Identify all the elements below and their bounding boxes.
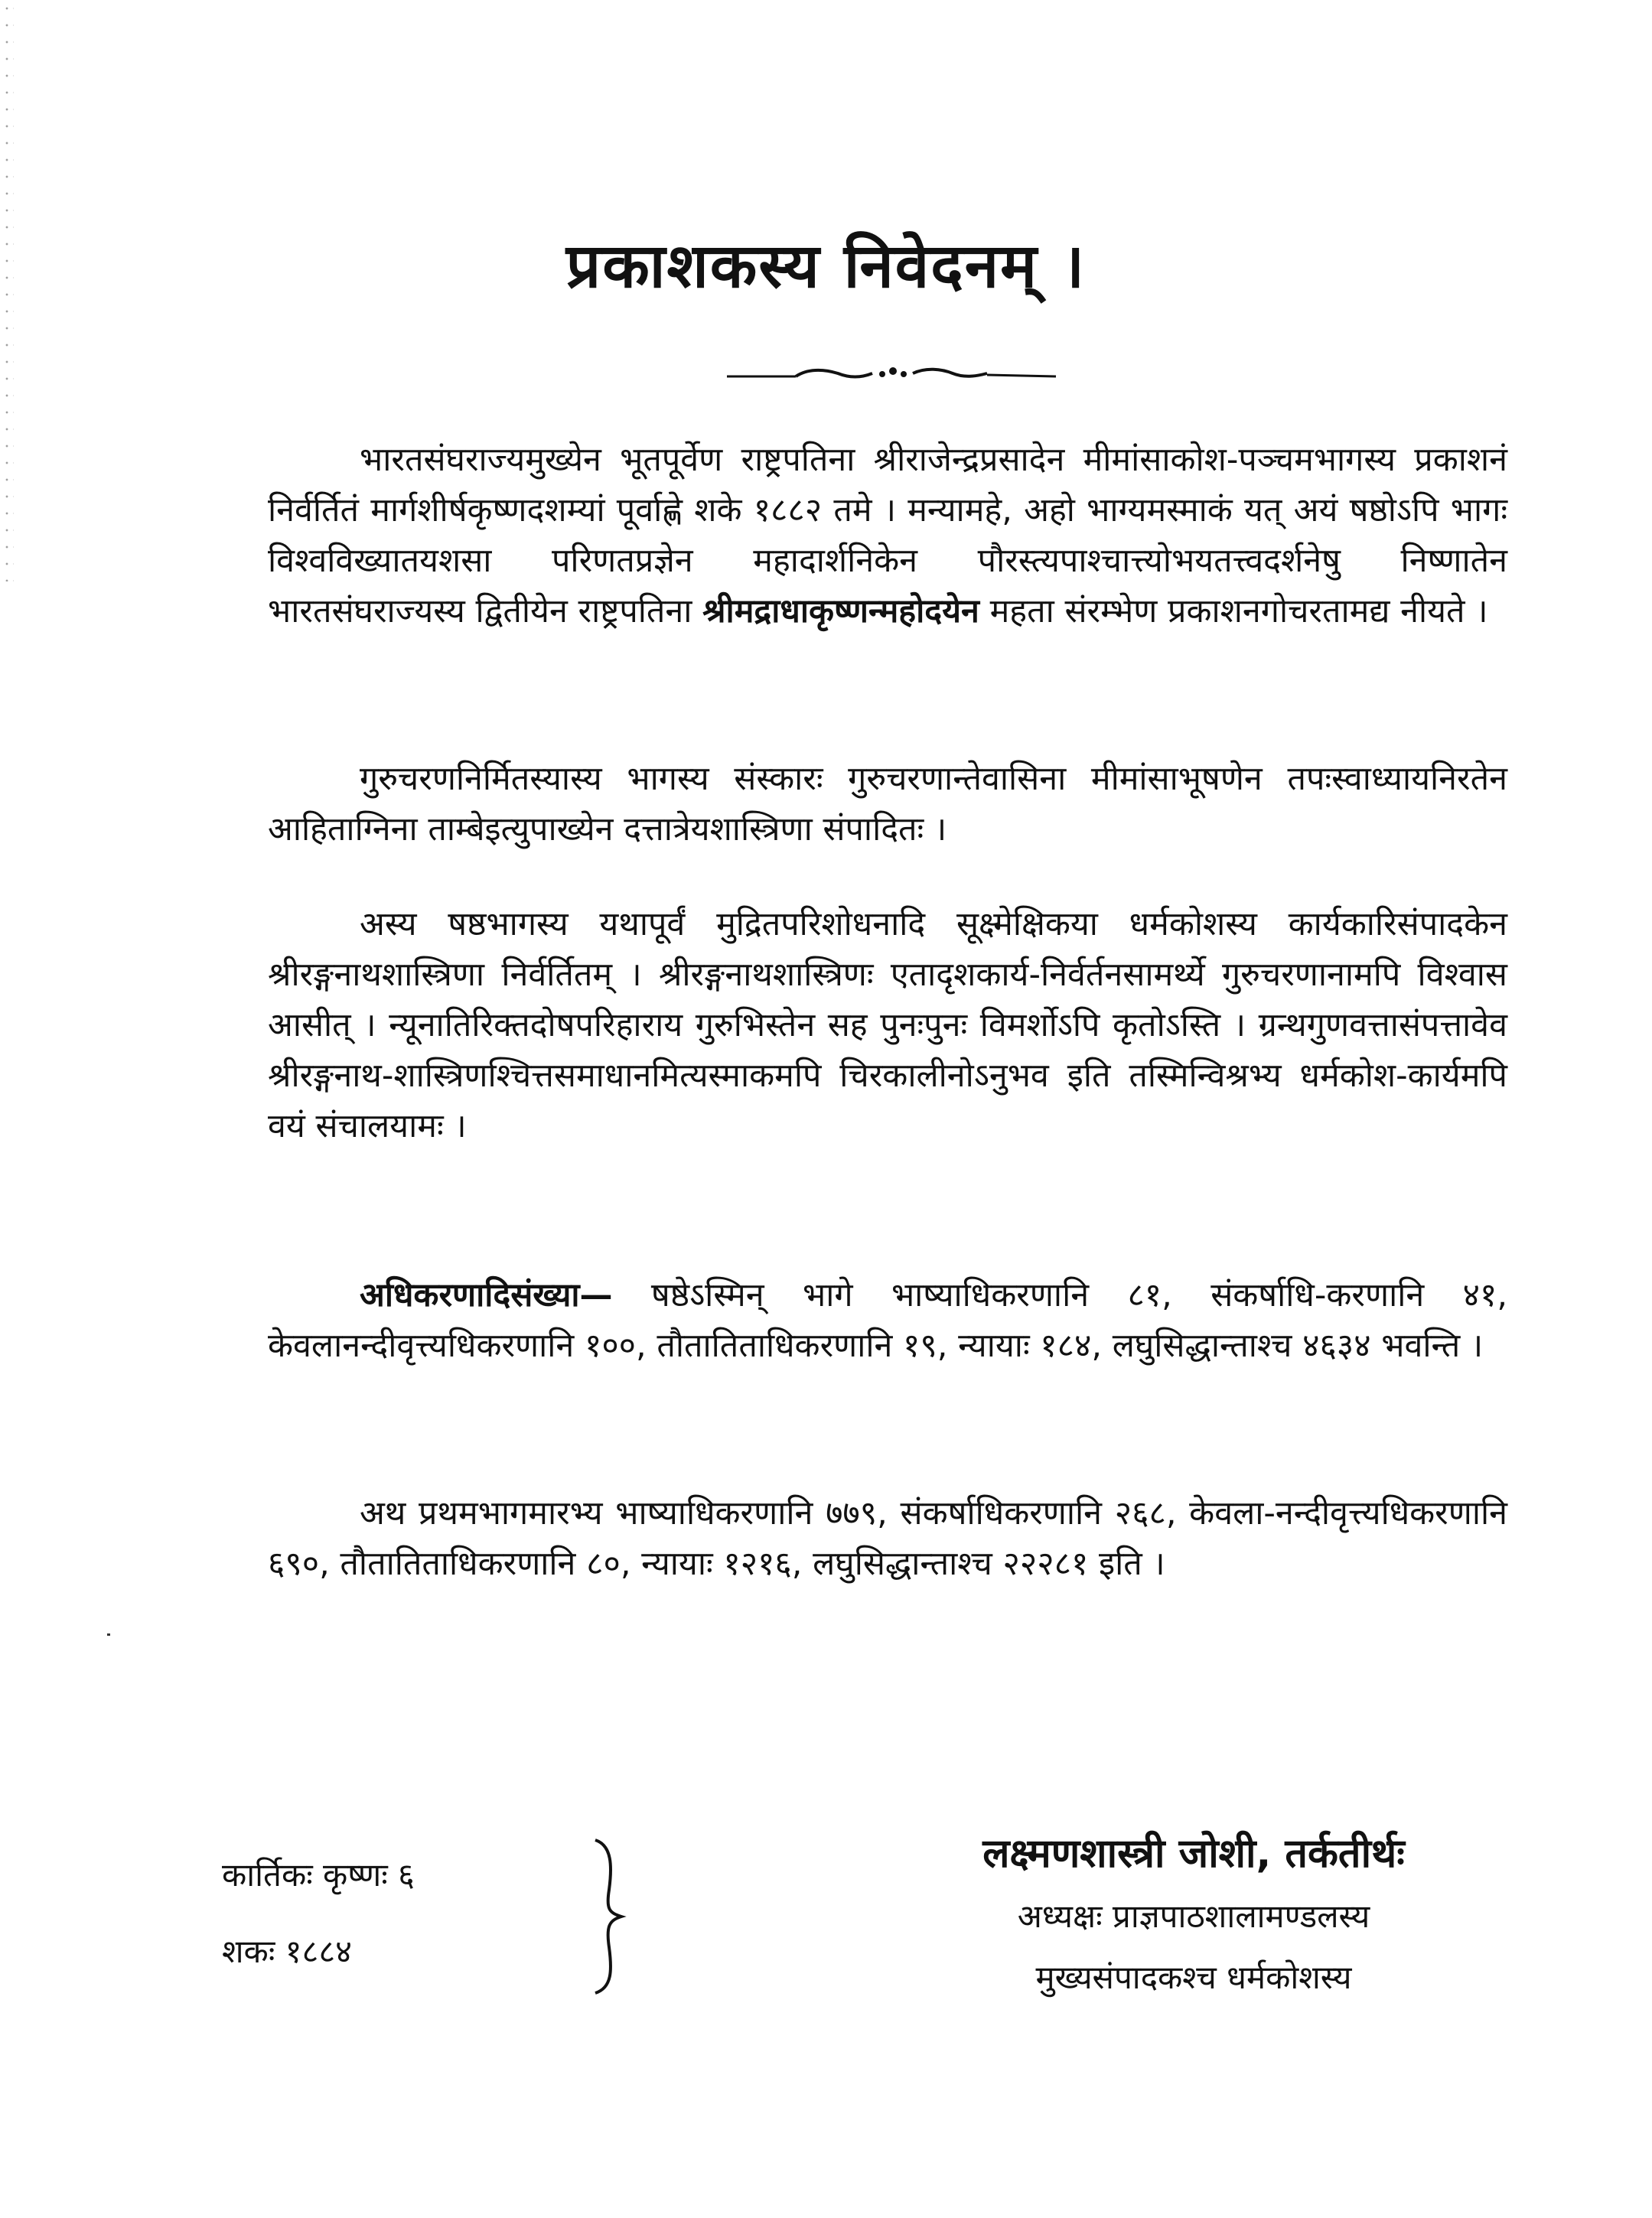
- paragraph-tail: महता संरम्भेण प्रकाशनगोचरतामद्य नीयते ।: [989, 592, 1488, 630]
- paragraph-editor: [268, 754, 1507, 855]
- paragraph-text: गुरुचरणनिर्मितस्यास्य भागस्य संस्कारः गुरुचरणान्तेवासिना मीमांसाभूषणेन तपःस्वाध्यायनिरतेन आहिताग्निना ताम्बेइत्युपाख्येन दत्तात्रेयशास्त्रिणा संपादितः ।: [268, 760, 1507, 848]
- paragraph-counts: [268, 1270, 1507, 1371]
- president-name: श्रीमद्राधाकृष्णन्महोदयेन: [702, 592, 979, 630]
- date-month: कार्तिकः कृष्णः ६: [222, 1856, 415, 1894]
- signatory-name: लक्ष्मणशास्त्री जोशी, तर्कतीर्थः: [982, 1831, 1405, 1877]
- paragraph-text: षष्ठेऽस्मिन् भागे भाष्याधिकरणानि ८१, संकर्षाधि-करणानि ४१, केवलानन्दीवृत्त्यधिकरणानि १००, तौतातिताधिकरणानि १९, न्यायाः १८४, लघुसिद्धान्ताश्च ४६३४ भवन्ति ।: [268, 1276, 1507, 1365]
- paragraph-text: भारतसंघराज्यमुख्येन भूतपूर्वेण राष्ट्रपतिना श्रीराजेन्द्रप्रसादेन मीमांसाकोश-पञ्चमभागस्य प्रकाशनं निर्वर्तितं मार्गशीर्षकृष्णदशम्यां पूर्वाह्णे शके १८८२ तमे । मन्यामहे, अहो भाग्यमस्माकं यत् अयं षष्ठोऽपि भागः विश्वविख्यातयशसा परिणतप्रज्ञेन महादार्शनिकेन पौरस्त्यपाश्चात्त्योभयतत्त्वदर्शनेषु निष्णातेन भारतसंघराज्यस्य द्वितीयेन राष्ट्रपतिना: [268, 441, 1507, 630]
- paragraph-text: अस्य षष्ठभागस्य यथापूर्वं मुद्रितपरिशोधनादि सूक्ष्मेक्षिकया धर्मकोशस्य कार्यकारिसंपादकेन श्रीरङ्गनाथशास्त्रिणा निर्वर्तितम् । श्रीरङ्गनाथशास्त्रिणः एतादृशकार्य-निर्वर्तनसामर्थ्ये गुरुचरणानामपि विश्वास आसीत् । न्यूनातिरिक्तदोषपरिहाराय गुरुभिस्तेन सह पुनःपुनः विमर्शोऽपि कृतोऽस्ति । ग्रन्थगुणवत्तासंपत्तावेव श्रीरङ्गनाथ-शास्त्रिणश्चित्तसमाधानमित्यस्माकमपि चिरकालीनोऽनुभव इति तस्मिन्विश्रभ्य धर्मकोश-कार्यमपि वयं संचालयामः ।: [268, 905, 1507, 1145]
- ornament-divider: [723, 360, 1060, 390]
- page-title: प्रकाशकस्य निवेदनम् ।: [565, 230, 1087, 301]
- signatory-role-1: अध्यक्षः प्राज्ञपाठशालामण्डलस्य: [1017, 1897, 1370, 1935]
- paragraph-proofreading: [268, 899, 1507, 1151]
- paragraph-release: [268, 435, 1507, 637]
- date-year: शकः १८८४: [222, 1933, 353, 1970]
- scan-speck: [107, 1633, 110, 1636]
- paragraph-totals: [268, 1488, 1507, 1589]
- signatory-role-2: मुख्यसंपादकश्च धर्मकोशस्य: [1035, 1959, 1352, 1996]
- brace-mark: [589, 1836, 627, 1997]
- counts-heading: अधिकरणादिसंख्या—: [360, 1276, 613, 1314]
- paragraph-text: अथ प्रथमभागमारभ्य भाष्याधिकरणानि ७७९, संकर्षाधिकरणानि २६८, केवला-नन्दीवृत्त्यधिकरणानि ६९०, तौतातिताधिकरणानि ८०, न्यायाः १२१६, लघुसिद्धान्ताश्च २२२८१ इति ।: [268, 1494, 1507, 1583]
